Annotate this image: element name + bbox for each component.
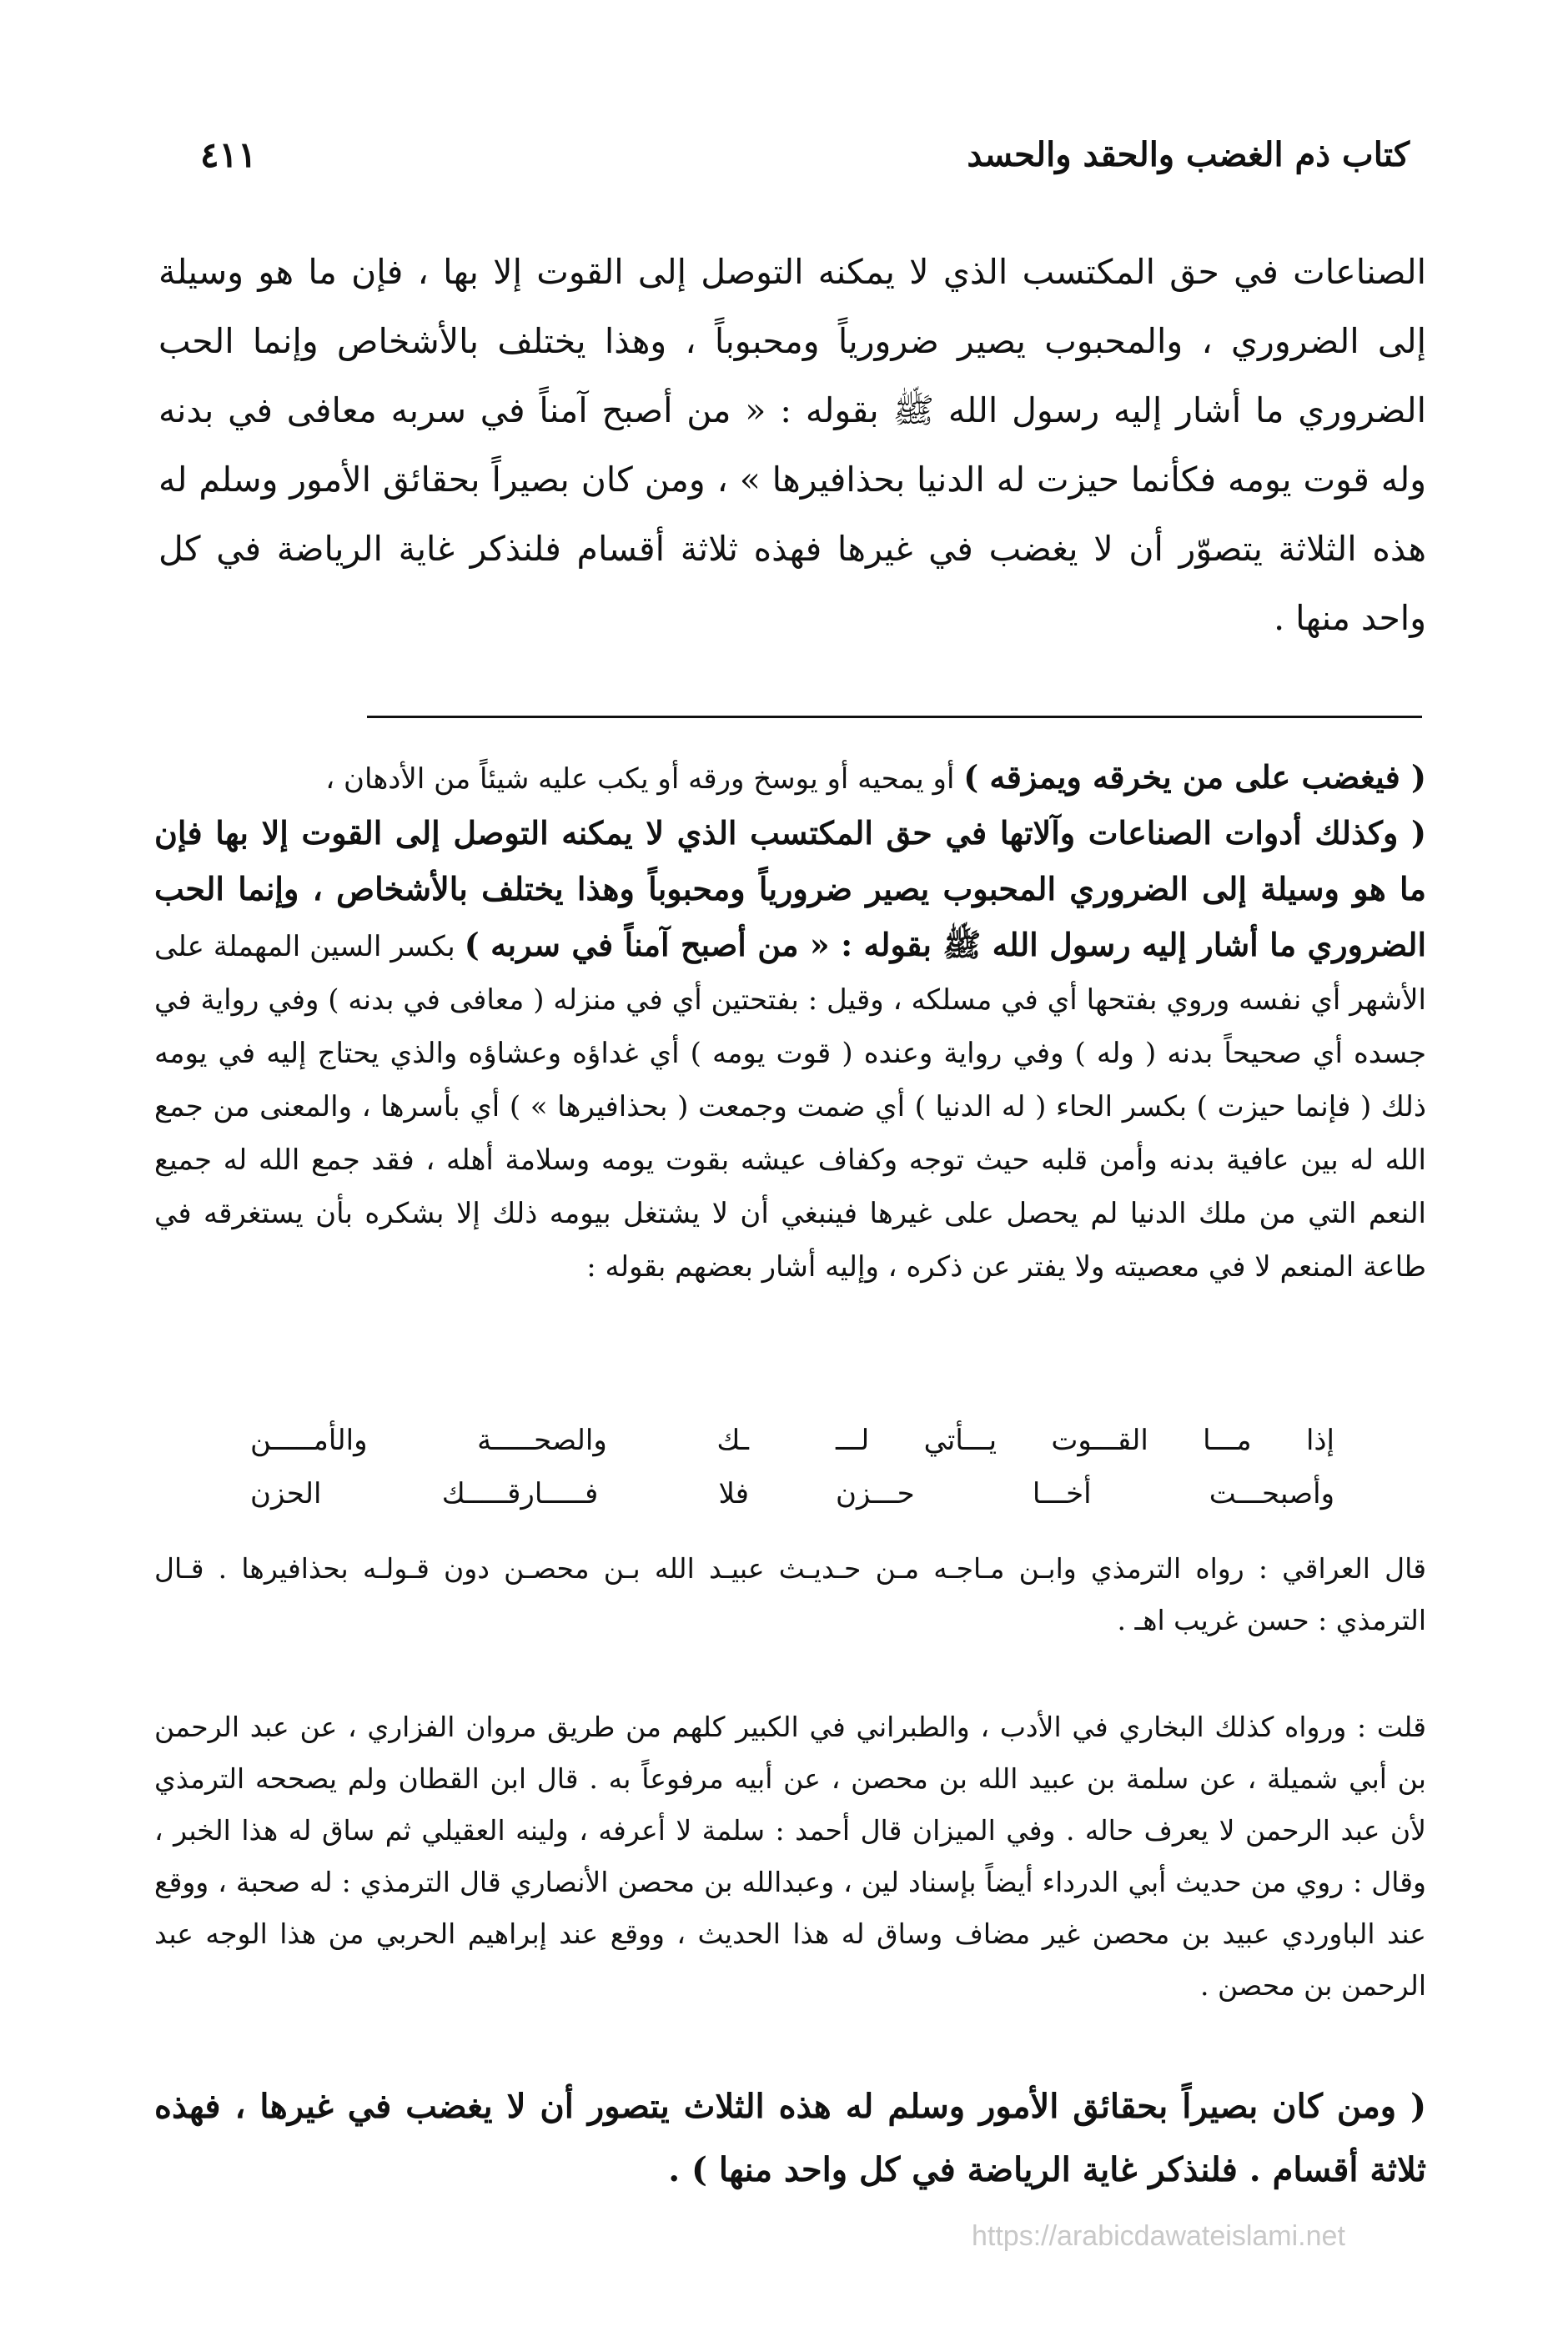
commentary-paragraph-1 (154, 751, 1426, 806)
poem-verse (250, 1414, 1334, 1467)
quoted-matn: ( فيغضب على من يخرقه ويمزقه ) (963, 758, 1426, 796)
footnote-divider (367, 716, 1422, 718)
main-text-block (158, 238, 1426, 653)
iraqi-paragraph: قال العراقي : رواه الترمذي وابـن مـاجـه مـن حـديـث عبيـد الله بـن محصـن دون قـولـه بحذافيرها . قـال الترمذي : حسن غريب اهـ . (154, 1552, 1426, 1636)
main-paragraph: الصناعات في حق المكتسب الذي لا يمكنه التوصل إلى القوت إلا بها ، فإن ما هو وسيلة إلى الضروري ، والمحبوب يصير ضرورياً ومحبوباً ، وهذا يختلف بالأشخاص وإنما الحب الضروري ما أشار إليه رسول الله ﷺ بقوله : « من أصبح آمناً في سربه معافى في بدنه وله قوت يومه فكأنما حيزت له الدنيا بحذافيرها » ، ومن كان بصيراً بحقائق الأمور وسلم له هذه الثلاثة يتصوّر أن لا يغضب في غيرها فهذه ثلاثة أقسام فلنذكر غاية الرياضة في كل واحد منها . (158, 252, 1426, 638)
commentary-paragraph-2 (154, 806, 1426, 1294)
iraqi-note (154, 1543, 1426, 1646)
commentary-block (154, 751, 1426, 1294)
poem-second-hemistich: ـك والصحـــــة والأمـــــن (250, 1424, 749, 1457)
poem (250, 1414, 1334, 1520)
running-title: كتاب ذم الغضب والحقد والحسد (967, 134, 1410, 174)
poem-first-hemistich: وأصبحـــت أخـــا حـــزن (836, 1477, 1334, 1510)
poem-first-hemistich: إذا مـــا القـــوت يـــأتي لـــ (836, 1424, 1334, 1457)
poem-second-hemistich: فلا فـــــارقـــــك الحزن (250, 1477, 749, 1510)
page-number: ٤١١ (200, 133, 257, 175)
quoted-matn: ( وكذلك أدوات الصناعات وآلاتها في حق المكتسب الذي لا يمكنه التوصل إلى القوت إلا بها فإن ما هو وسيلة إلى الضروري المحبوب يصير ضرورياً ومحبوباً وهذا يختلف بالأشخاص ، وإنما الحب الضروري ما أشار إليه رسول الله ﷺ بقوله : « من أصبح آمناً في سربه ) (154, 814, 1427, 963)
poem-verse (250, 1467, 1334, 1520)
qult-paragraph: قلت : ورواه كذلك البخاري في الأدب ، والطبراني في الكبير كلهم من طريق مروان الفزاري ، عن عبد الرحمن بن أبي شميلة ، عن سلمة بن عبيد الله بن محصن ، عن أبيه مرفوعاً به . قال ابن القطان ولم يصححه الترمذي لأن عبد الرحمن لا يعرف حاله . وفي الميزان قال أحمد : سلمة لا أعرفه ، ولينه العقيلي ثم ساق له هذا الخبر ، وقال : روي من حديث أبي الدرداء أيضاً بإسناد لين ، وعبدالله بن محصن الأنصاري قال الترمذي : له صحبة ، ووقع عند الباوردي عبيد بن محصن غير مضاف وساق له هذا الحديث ، ووقع عند إبراهيم الحربي من هذا الوجه عبد الرحمن بن محصن . (154, 1711, 1426, 2002)
commentary-text: أو يمحيه أو يوسخ ورقه أو يكب عليه شيئاً من الأدهان ، (325, 762, 964, 796)
watermark-url: https://arabicdawateislami.net (972, 2220, 1345, 2252)
page-header (200, 125, 1410, 183)
commentary-text: بكسر السين المهملة على الأشهر أي نفسه وروي بفتحها أي في مسلكه ، وقيل : بفتحتين أي في منزله ( معافى في بدنه ) وفي رواية في جسده أي صحيحاً بدنه ( وله ) وفي رواية وعنده ( قوت يومه ) أي غداؤه وعشاؤه والذي يحتاج إليه في يومه ذلك ( فإنما حيزت ) بكسر الحاء ( له الدنيا ) أي ضمت وجمعت ( بحذافيرها » ) أي بأسرها ، والمعنى من جمع الله له بين عافية بدنه وأمن قلبه حيث توجه وكفاف عيشه بقوت يومه وسلامة أهله ، فقد جمع الله له جميع النعم التي من ملك الدنيا لم يحصل على غيرها فينبغي أن لا يشتغل بيومه ذلك إلا بشكره بأن يستغرقه في طاعة المنعم لا في معصيته ولا يفتر عن ذكره ، وإليه أشار بعضهم بقوله : (154, 930, 1426, 1284)
qult-note (154, 1701, 1426, 2012)
final-paragraph: ( ومن كان بصيراً بحقائق الأمور وسلم له هذه الثلاث يتصور أن لا يغضب في غيرها ، فهذه ثلاثة أقسام . فلنذكر غاية الرياضة في كل واحد منها ) . (154, 2087, 1426, 2189)
final-matn (154, 2075, 1426, 2202)
